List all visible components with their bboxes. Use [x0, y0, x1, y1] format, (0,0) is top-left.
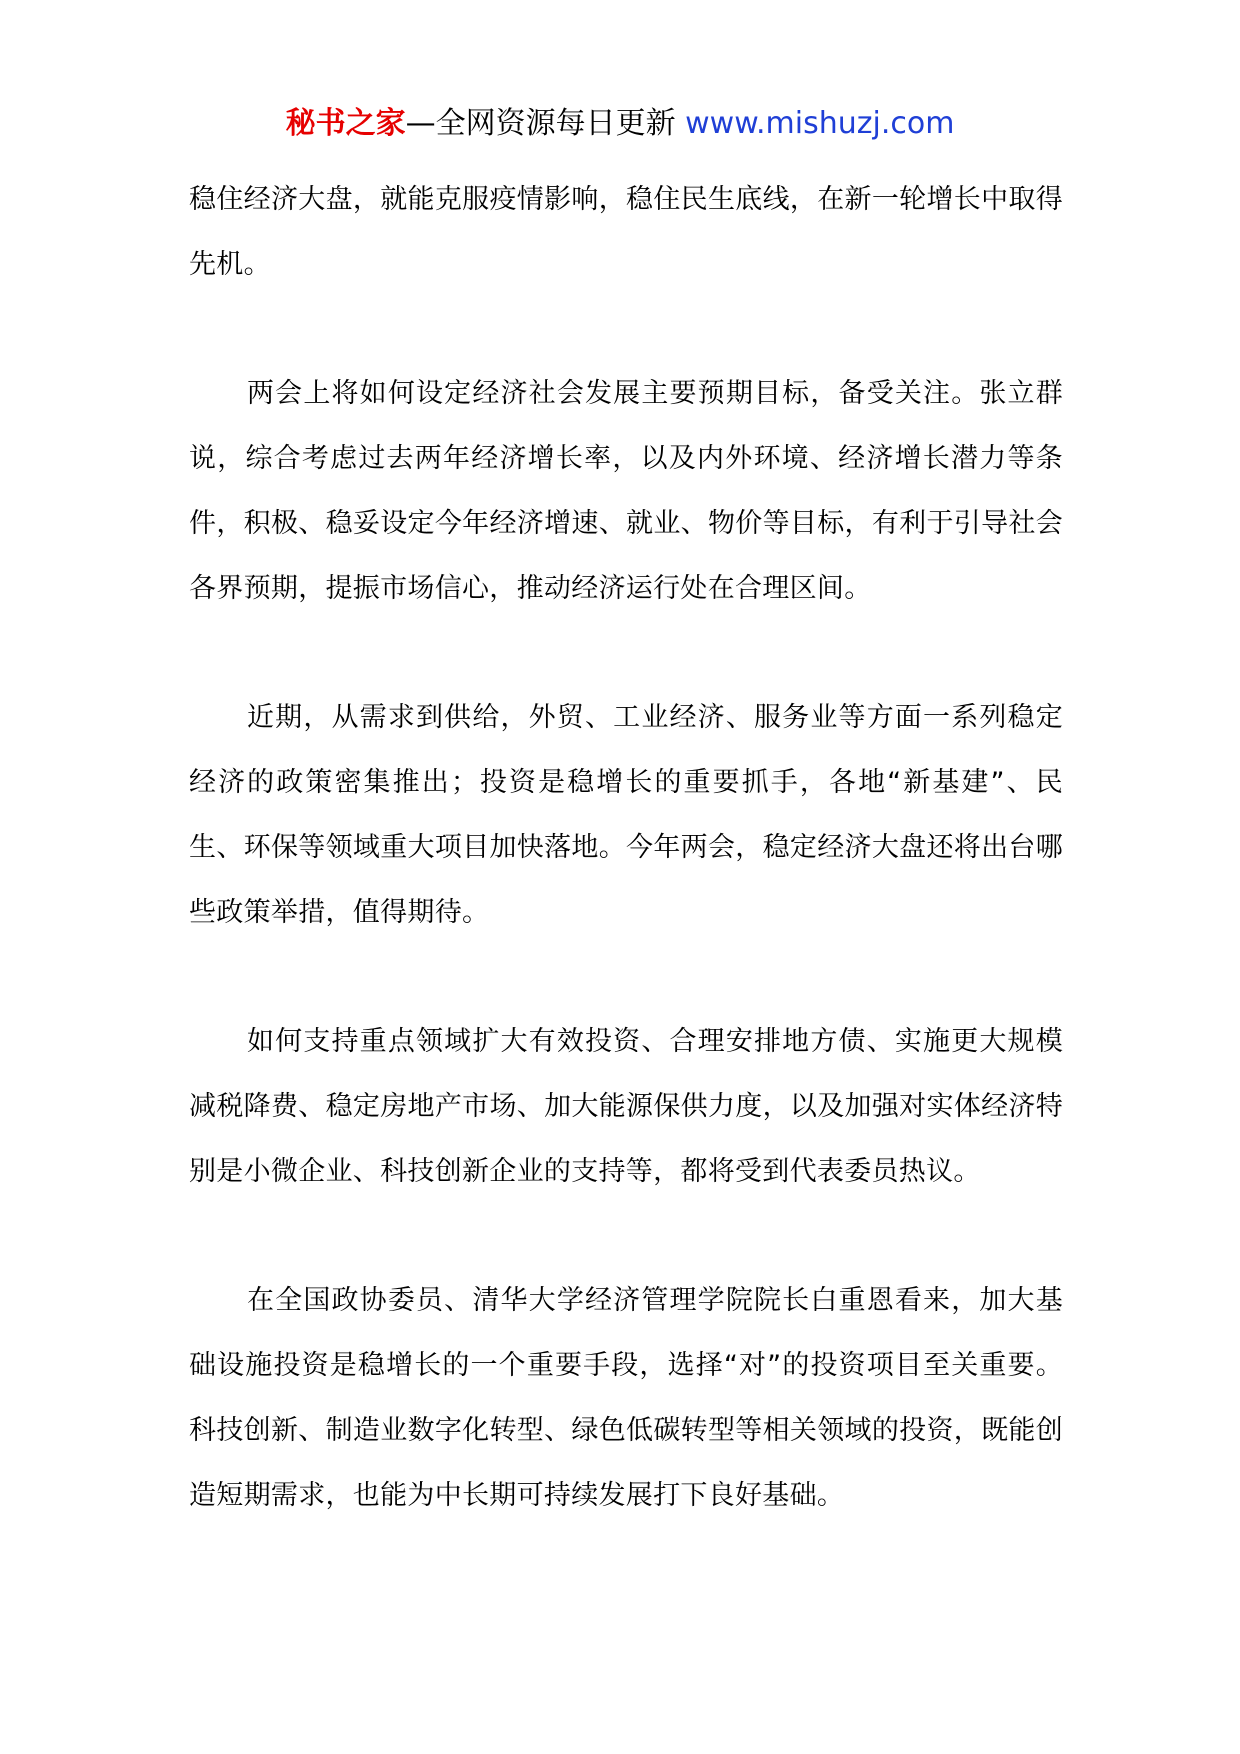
page-header — [0, 104, 1240, 144]
header-tagline: —全网资源每日更新 — [405, 106, 686, 141]
paragraph: 在全国政协委员、清华大学经济管理学院院长白重恩看来，加大基础设施投资是稳增长的一个重要手段，选择“对”的投资项目至关重要。科技创新、制造业数字化转型、绿色低碳转型等相关领域的投资，既能创造短期需求，也能为中长期可持续发展打下良好基础。 — [189, 1285, 1063, 1511]
paragraph: 近期，从需求到供给，外贸、工业经济、服务业等方面一系列稳定经济的政策密集推出；投资是稳增长的重要抓手，各地“新基建”、民生、环保等领域重大项目加快落地。今年两会，稳定经济大盘还将出台哪些政策举措，值得期待。 — [189, 702, 1063, 928]
paragraph-continued: 稳住经济大盘，就能克服疫情影响，稳住民生底线，在新一轮增长中取得先机。 — [189, 184, 1063, 280]
website-url[interactable]: www.mishuzj.com — [685, 106, 955, 141]
document-body — [189, 167, 1063, 1592]
paragraph: 两会上将如何设定经济社会发展主要预期目标，备受关注。张立群说，综合考虑过去两年经济增长率，以及内外环境、经济增长潜力等条件，积极、稳妥设定今年经济增速、就业、物价等目标，有利于引导社会各界预期，提振市场信心，推动经济运行处在合理区间。 — [189, 378, 1063, 604]
brand-name: 秘书之家 — [285, 106, 406, 141]
paragraph: 如何支持重点领域扩大有效投资、合理安排地方债、实施更大规模减税降费、稳定房地产市场、加大能源保供力度，以及加强对实体经济特别是小微企业、科技创新企业的支持等，都将受到代表委员热议。 — [189, 1026, 1063, 1187]
